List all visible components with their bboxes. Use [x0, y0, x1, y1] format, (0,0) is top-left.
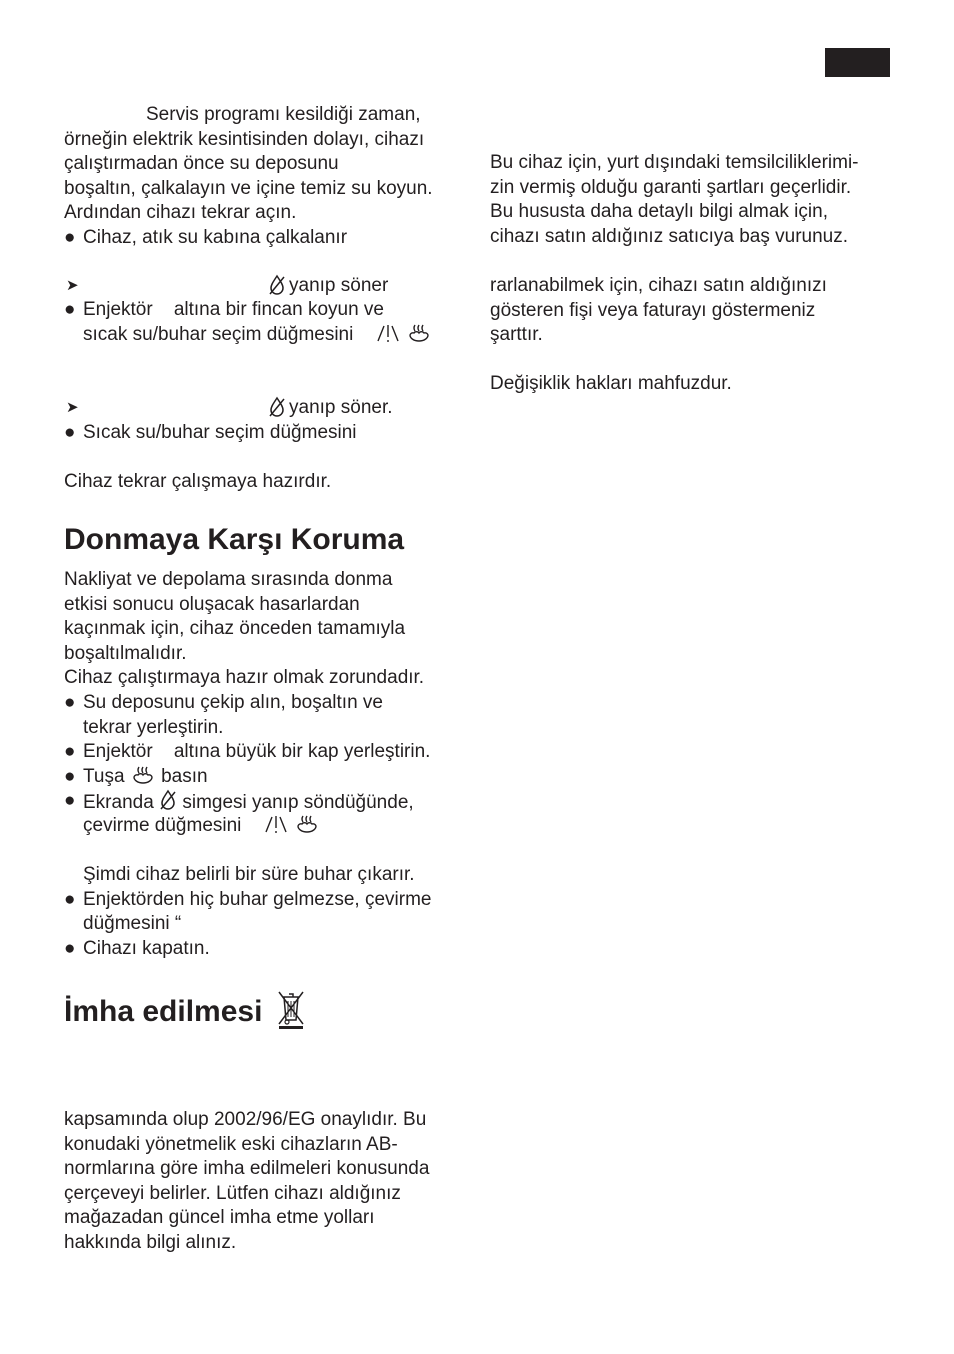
frost-section	[64, 568, 432, 962]
disposal-text	[64, 1108, 429, 1256]
arrow-marker: ➤	[66, 399, 79, 416]
arrow-step-text: yanıp söner	[289, 275, 389, 296]
disposal-line: normlarına göre imha edilmeleri konusunda	[64, 1158, 430, 1180]
disposal-line: mağazadan güncel imha etme yolları	[64, 1207, 375, 1229]
frost-intro-line: Nakliyat ve depolama sırasında donma	[64, 569, 393, 590]
cup-steps	[64, 298, 432, 347]
bullet-item	[64, 937, 432, 962]
bullet-text: sıcak su/buhar seçim düğmesini	[83, 323, 354, 345]
blank-line	[64, 839, 432, 864]
bullet-marker: ●	[64, 691, 76, 713]
bullet-continuation: düğmesini “	[83, 913, 182, 935]
bullet-continuation: tekrar yerleştirin.	[83, 716, 224, 738]
frost-intro-line: etkisi sonucu oluşacak hasarlardan	[64, 593, 360, 615]
bullet-text: Su deposunu çekip alın, boşaltın ve	[83, 691, 383, 713]
service-interrupt-section	[64, 103, 433, 251]
ready-text: Cihaz tekrar çalışmaya hazırdır.	[64, 471, 332, 492]
warranty-line: Bu hususta daha detaylı bilgi almak için,	[490, 201, 828, 223]
bullet-text: simgesi yanıp söndüğünde,	[182, 792, 414, 814]
rights-reserved: Değişiklik hakları mahfuzdur.	[490, 373, 732, 394]
warranty-line: zin vermiş olduğu garanti şartları geçerlidir.	[490, 176, 852, 198]
disposal-line: konudaki yönetmelik eski cihazların AB-	[64, 1133, 398, 1155]
descale-icon	[159, 792, 177, 813]
disposal-heading-row	[64, 987, 308, 1037]
bullet-item	[64, 298, 432, 323]
bullet-text: Enjektör altına büyük bir kap yerleştirin.	[83, 741, 431, 763]
bullet-item	[64, 765, 432, 790]
frost-intro-line: boşaltılmalıdır.	[64, 642, 187, 664]
hot-water-icon	[375, 324, 401, 345]
hot-water-icon	[263, 815, 289, 836]
bullet-item	[64, 740, 432, 765]
steam-note: Şimdi cihaz belirli bir süre buhar çıkarır.	[83, 864, 415, 886]
bullet-item	[64, 226, 433, 251]
bullet-text: Sıcak su/buhar seçim düğmesini	[83, 422, 357, 443]
intro-line: Ardından cihazı tekrar açın.	[64, 202, 297, 224]
bullet-item	[64, 789, 432, 814]
warranty-line: Bu cihaz için, yurt dışındaki temsilciliklerimi-	[490, 152, 859, 173]
bullet-text: Cihaz, atık su kabına çalkalanır	[83, 226, 348, 248]
disposal-line: hakkında bilgi alınız.	[64, 1231, 237, 1253]
receipt-line: rarlanabilmek için, cihazı satın aldığınızı	[490, 275, 827, 296]
bullet-item	[64, 691, 432, 716]
bullet-text: Enjektör altına bir fincan koyun ve	[83, 299, 384, 320]
selector-step	[64, 421, 357, 446]
crossed-bin-icon	[274, 987, 308, 1037]
bullet-text: Ekranda	[83, 792, 154, 814]
bullet-text: Tuşa	[83, 765, 125, 787]
steam-icon	[294, 815, 320, 836]
intro-line: boşaltın, çalkalayın ve içine temiz su koyun.	[64, 177, 433, 199]
bullet-marker: ●	[64, 888, 76, 910]
bullet-continuation	[64, 323, 432, 348]
steam-icon	[130, 766, 156, 787]
intro-line: çalıştırmadan önce su deposunu	[64, 153, 339, 175]
descale-icon	[268, 396, 286, 423]
arrow-marker: ➤	[66, 277, 79, 294]
warranty-paragraph	[490, 151, 859, 249]
frost-intro-line: Cihaz çalıştırmaya hazır olmak zorundadır.	[64, 667, 425, 689]
disposal-line: kapsamında olup 2002/96/EG onaylıdır. Bu	[64, 1109, 427, 1130]
bullet-continuation	[64, 814, 432, 839]
intro-line: örneğin elektrik kesintisinden dolayı, cihazı	[64, 128, 425, 150]
frost-intro-line: kaçınmak için, cihaz önceden tamamıyla	[64, 618, 406, 640]
steam-icon	[406, 324, 432, 345]
bullet-text: Enjektörden hiç buhar gelmezse, çevirme	[83, 888, 432, 910]
frost-heading: Donmaya Karşı Koruma	[64, 523, 405, 556]
bullet-marker: ●	[64, 226, 76, 248]
descale-icon	[268, 274, 286, 301]
bullet-marker: ●	[64, 937, 76, 959]
bullet-marker: ●	[64, 765, 76, 787]
bullet-marker: ●	[64, 790, 76, 812]
arrow-step-text: yanıp söner.	[289, 397, 393, 418]
receipt-line: şarttır.	[490, 324, 543, 346]
disposal-line: çerçeveyi belirler. Lütfen cihazı aldığınız	[64, 1182, 401, 1204]
bullet-marker: ●	[64, 299, 76, 320]
bullet-item	[64, 421, 357, 446]
receipt-line: gösteren fişi veya faturayı göstermeniz	[490, 299, 816, 321]
receipt-paragraph	[490, 274, 827, 348]
bullet-marker: ●	[64, 741, 76, 763]
bullet-text: çevirme düğmesini	[83, 814, 242, 836]
intro-line: Servis programı kesildiği zaman,	[146, 104, 421, 125]
bullet-marker: ●	[64, 422, 76, 443]
bullet-text: Cihazı kapatın.	[83, 937, 210, 959]
warranty-line: cihazı satın aldığınız satıcıya baş vurunuz.	[490, 225, 849, 247]
disposal-heading: İmha edilmesi	[64, 995, 263, 1028]
bullet-text: basın	[161, 765, 208, 787]
bullet-item	[64, 888, 432, 913]
language-tab	[825, 48, 890, 77]
